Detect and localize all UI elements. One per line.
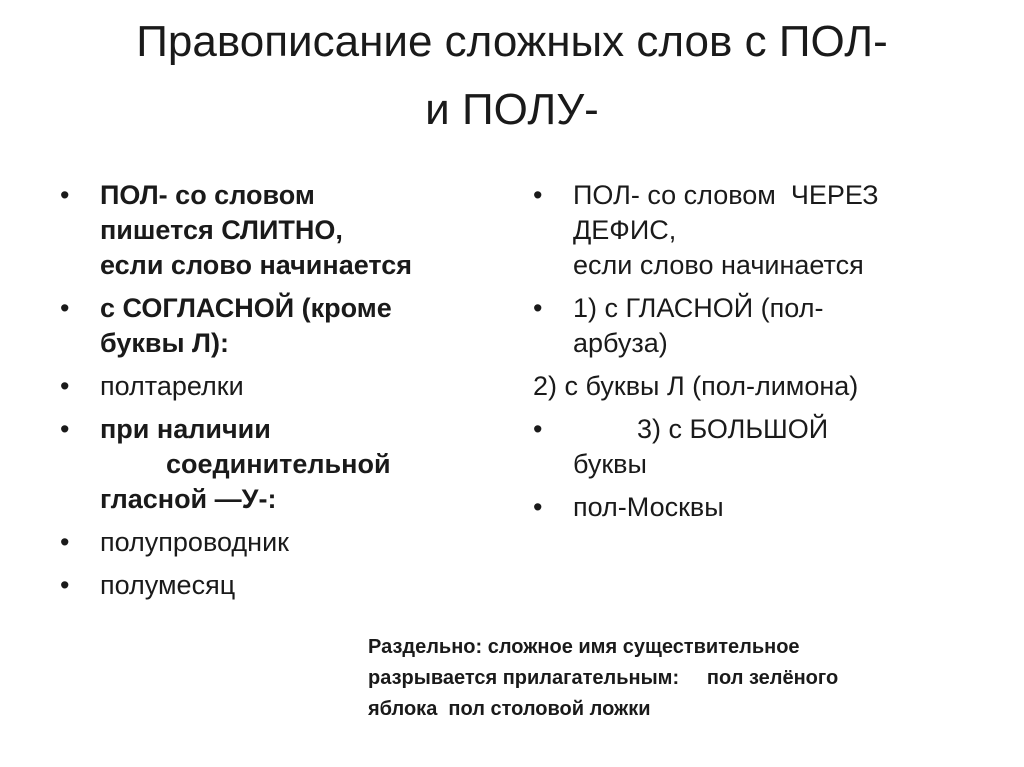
bullet-icon: •	[533, 293, 543, 323]
left-item-1-line-3: если слово начинается	[100, 250, 413, 280]
left-item-example-poluprovodnik	[60, 525, 480, 560]
right-item-bolshaya-bukva	[533, 412, 973, 482]
left-item-example-polumesyats	[60, 568, 480, 603]
right-column-list	[533, 178, 973, 533]
bullet-icon: •	[60, 414, 70, 444]
left-item-soglasnaya	[60, 291, 480, 361]
bullet-icon: •	[533, 414, 543, 444]
bullet-icon: •	[533, 180, 543, 210]
note-line-1: Раздельно: сложное имя существительное	[368, 636, 800, 658]
left-item-3-text: полтарелки	[100, 371, 244, 401]
bullet-icon: •	[533, 492, 543, 522]
note-line-3: яблока пол столовой ложки	[368, 698, 651, 720]
left-item-2-line-1: с СОГЛАСНОЙ (кроме	[100, 293, 392, 323]
left-item-4-line-1: при наличии	[100, 414, 271, 444]
note-line-2: разрывается прилагательным: пол зелёного	[368, 667, 839, 689]
left-item-4-line-2: соединительной	[166, 449, 391, 479]
right-item-5-text: пол-Москвы	[573, 492, 724, 522]
bullet-icon: •	[60, 293, 70, 323]
right-item-3-text: 2) с буквы Л (пол-лимона)	[533, 371, 859, 401]
right-item-1-line-2: ДЕФИС,	[573, 215, 677, 245]
right-item-bukva-l	[533, 369, 973, 404]
slide-title	[40, 8, 984, 144]
left-item-1-line-1: ПОЛ- со словом	[100, 180, 315, 210]
left-item-1-line-2: пишется СЛИТНО,	[100, 215, 343, 245]
right-item-4-line-1: 3) с БОЛЬШОЙ	[637, 414, 829, 444]
left-item-example-poltarelki	[60, 369, 480, 404]
left-item-soedinitelnaya	[60, 412, 480, 517]
left-item-6-text: полумесяц	[100, 570, 236, 600]
left-item-2-line-2: буквы Л):	[100, 328, 229, 358]
bullet-icon: •	[60, 371, 70, 401]
right-item-2-line-2: арбуза)	[573, 328, 668, 358]
right-item-glasnaya	[533, 291, 973, 361]
bullet-icon: •	[60, 570, 70, 600]
left-item-5-text: полупроводник	[100, 527, 289, 557]
right-item-4-line-2: буквы	[573, 449, 647, 479]
right-item-example-pol-moskvy	[533, 490, 973, 525]
slide-title-line-1: Правописание сложных слов с ПОЛ-	[136, 17, 888, 66]
right-item-1-line-1: ПОЛ- со словом ЧЕРЕЗ	[573, 180, 879, 210]
slide-title-line-2: и ПОЛУ-	[425, 85, 599, 134]
right-item-1-line-3: если слово начинается	[573, 250, 864, 280]
bullet-icon: •	[60, 180, 70, 210]
left-item-pol-slitno	[60, 178, 480, 283]
left-item-4-line-3: гласной —У-:	[100, 484, 277, 514]
right-item-2-line-1: 1) с ГЛАСНОЙ (пол-	[573, 293, 824, 323]
right-item-pol-defis	[533, 178, 973, 283]
bullet-icon: •	[60, 527, 70, 557]
left-column-list	[60, 178, 480, 611]
separate-spelling-note	[368, 632, 988, 725]
